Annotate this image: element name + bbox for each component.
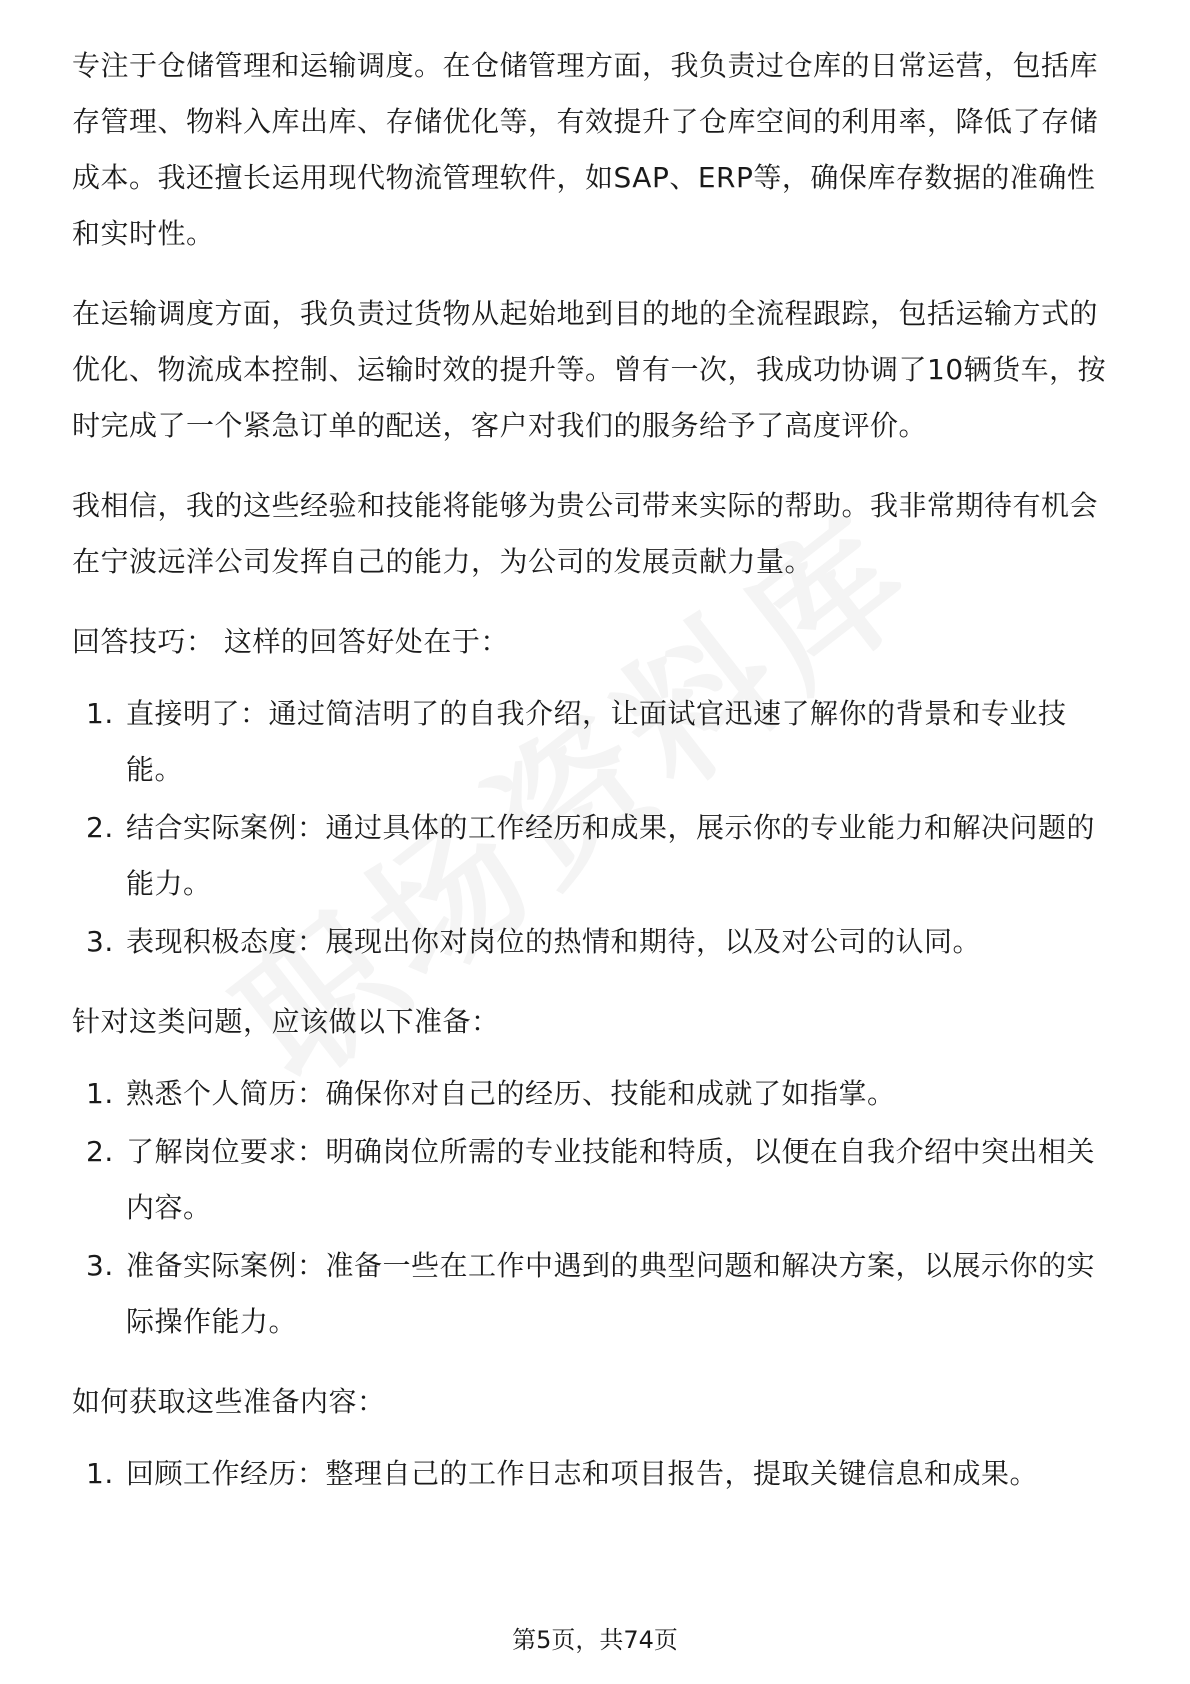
list-item: 1. 回顾工作经历：整理自己的工作日志和项目报告，提取关键信息和成果。 — [86, 1457, 1039, 1490]
document-body — [72, 38, 1122, 1526]
tips-heading: 回答技巧： 这样的回答好处在于： — [72, 625, 509, 658]
page-footer: 第5页，共74页 — [512, 1626, 678, 1654]
list-item: 3. 准备实际案例：准备一些在工作中遇到的典型问题和解决方案，以展示你的实际操作能力。 — [86, 1249, 1096, 1338]
prep-list — [72, 1066, 1122, 1350]
list-item: 1. 熟悉个人简历：确保你对自己的经历、技能和成就了如指掌。 — [86, 1077, 896, 1110]
list-item: 2. 结合实际案例：通过具体的工作经历和成果，展示你的专业能力和解决问题的能力。 — [86, 811, 1096, 900]
paragraph-transport: 在运输调度方面，我负责过货物从起始地到目的地的全流程跟踪，包括运输方式的优化、物流成本控制、运输时效的提升等。曾有一次，我成功协调了10辆货车，按时完成了一个紧急订单的配送，客户对我们的服务给予了高度评价。 — [72, 297, 1107, 442]
obtain-list — [72, 1446, 1122, 1502]
obtain-heading: 如何获取这些准备内容： — [72, 1385, 386, 1418]
prep-heading: 针对这类问题，应该做以下准备： — [72, 1005, 500, 1038]
paragraph-belief: 我相信，我的这些经验和技能将能够为贵公司带来实际的帮助。我非常期待有机会在宁波远洋公司发挥自己的能力，为公司的发展贡献力量。 — [72, 489, 1099, 578]
list-item: 1. 直接明了：通过简洁明了的自我介绍，让面试官迅速了解你的背景和专业技能。 — [86, 697, 1067, 786]
paragraph-warehouse: 专注于仓储管理和运输调度。在仓储管理方面，我负责过仓库的日常运营，包括库存管理、物料入库出库、存储优化等，有效提升了仓库空间的利用率，降低了存储成本。我还擅长运用现代物流管理软件，如SAP、ERP等，确保库存数据的准确性和实时性。 — [72, 49, 1099, 250]
tips-list — [72, 686, 1122, 970]
list-item: 2. 了解岗位要求：明确岗位所需的专业技能和特质，以便在自我介绍中突出相关内容。 — [86, 1135, 1096, 1224]
list-item: 3. 表现积极态度：展现出你对岗位的热情和期待，以及对公司的认同。 — [86, 925, 982, 958]
